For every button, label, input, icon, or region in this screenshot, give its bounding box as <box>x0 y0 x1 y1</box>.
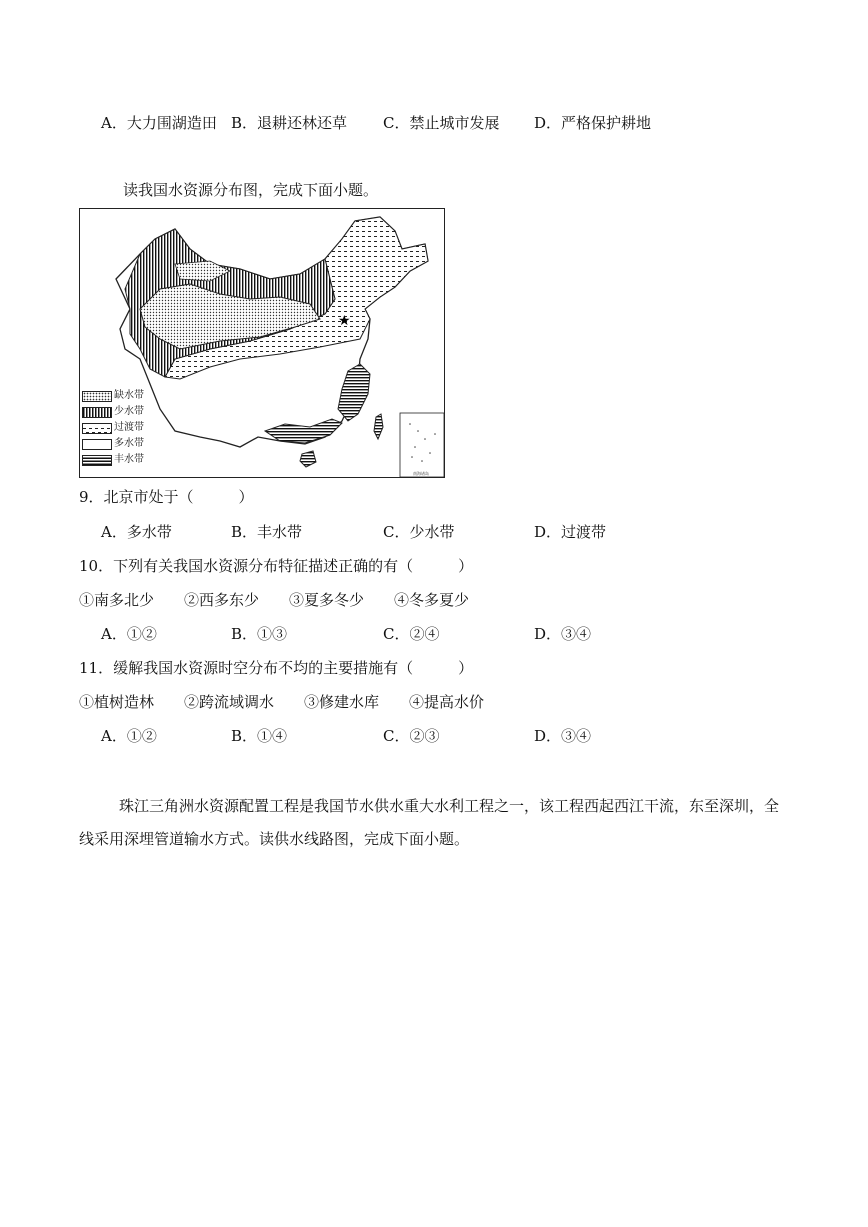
legend-swatch-dashes <box>82 423 112 434</box>
q10-option-b: B．①③ <box>231 625 288 643</box>
q9-stem: 9．北京市处于（ ） <box>79 488 254 506</box>
q8-option-a: A．大力围湖造田 <box>101 114 217 132</box>
q10-stem: 10．下列有关我国水资源分布特征描述正确的有（ ） <box>79 557 474 575</box>
legend-label-abundant-water: 丰水带 <box>114 454 144 465</box>
inset-label: 南海诸岛 <box>413 471 429 476</box>
pearl-intro-line1: 珠江三角洲水资源配置工程是我国节水供水重大水利工程之一，该工程西起西江干流，东至深圳，全 <box>119 797 780 815</box>
q10-items: ①南多北少 ②西多东少 ③夏多冬少 ④冬多夏少 <box>79 591 470 609</box>
q8-option-d: D．严格保护耕地 <box>534 114 652 132</box>
legend-item-much-water <box>82 437 144 451</box>
beijing-star: ★ <box>338 313 351 329</box>
abundant-water-taiwan <box>374 414 383 439</box>
q11-items: ①植树造林 ②跨流域调水 ③修建水库 ④提高水价 <box>79 693 485 711</box>
water-resource-map <box>79 208 445 478</box>
q9-option-d: D．过渡带 <box>534 523 607 541</box>
legend-label-little-water: 少水带 <box>114 406 144 417</box>
legend-item-little-water <box>82 405 144 419</box>
pearl-intro-line2: 线采用深埋管道输水方式。读供水线路图，完成下面小题。 <box>79 830 470 848</box>
q9-option-a: A．多水带 <box>101 523 172 541</box>
q11-option-c: C．②③ <box>383 727 440 745</box>
legend-label-water-short: 缺水带 <box>114 390 144 401</box>
inset-box <box>400 413 444 477</box>
q10-option-d: D．③④ <box>534 625 592 643</box>
q11-option-a: A．①② <box>101 727 157 745</box>
legend-label-transition: 过渡带 <box>114 422 144 433</box>
legend-swatch-blank <box>82 439 112 450</box>
legend-item-transition <box>82 421 144 435</box>
q8-option-c: C．禁止城市发展 <box>383 114 500 132</box>
legend-swatch-dots <box>82 391 112 402</box>
abundant-water-hainan <box>300 451 316 467</box>
q9-option-c: C．少水带 <box>383 523 455 541</box>
legend-swatch-vertical <box>82 407 112 418</box>
map-intro-text: 读我国水资源分布图，完成下面小题。 <box>123 181 379 199</box>
q10-option-a: A．①② <box>101 625 157 643</box>
q10-option-c: C．②④ <box>383 625 440 643</box>
legend-swatch-horizontal <box>82 455 112 466</box>
legend-item-abundant-water <box>82 453 144 467</box>
legend-item-water-short <box>82 389 144 403</box>
q11-stem: 11．缓解我国水资源时空分布不均的主要措施有（ ） <box>79 659 474 677</box>
q9-option-b: B．丰水带 <box>231 523 303 541</box>
q8-option-b: B．退耕还林还草 <box>231 114 348 132</box>
legend-label-much-water: 多水带 <box>114 438 144 449</box>
q11-option-b: B．①④ <box>231 727 288 745</box>
q11-option-d: D．③④ <box>534 727 592 745</box>
